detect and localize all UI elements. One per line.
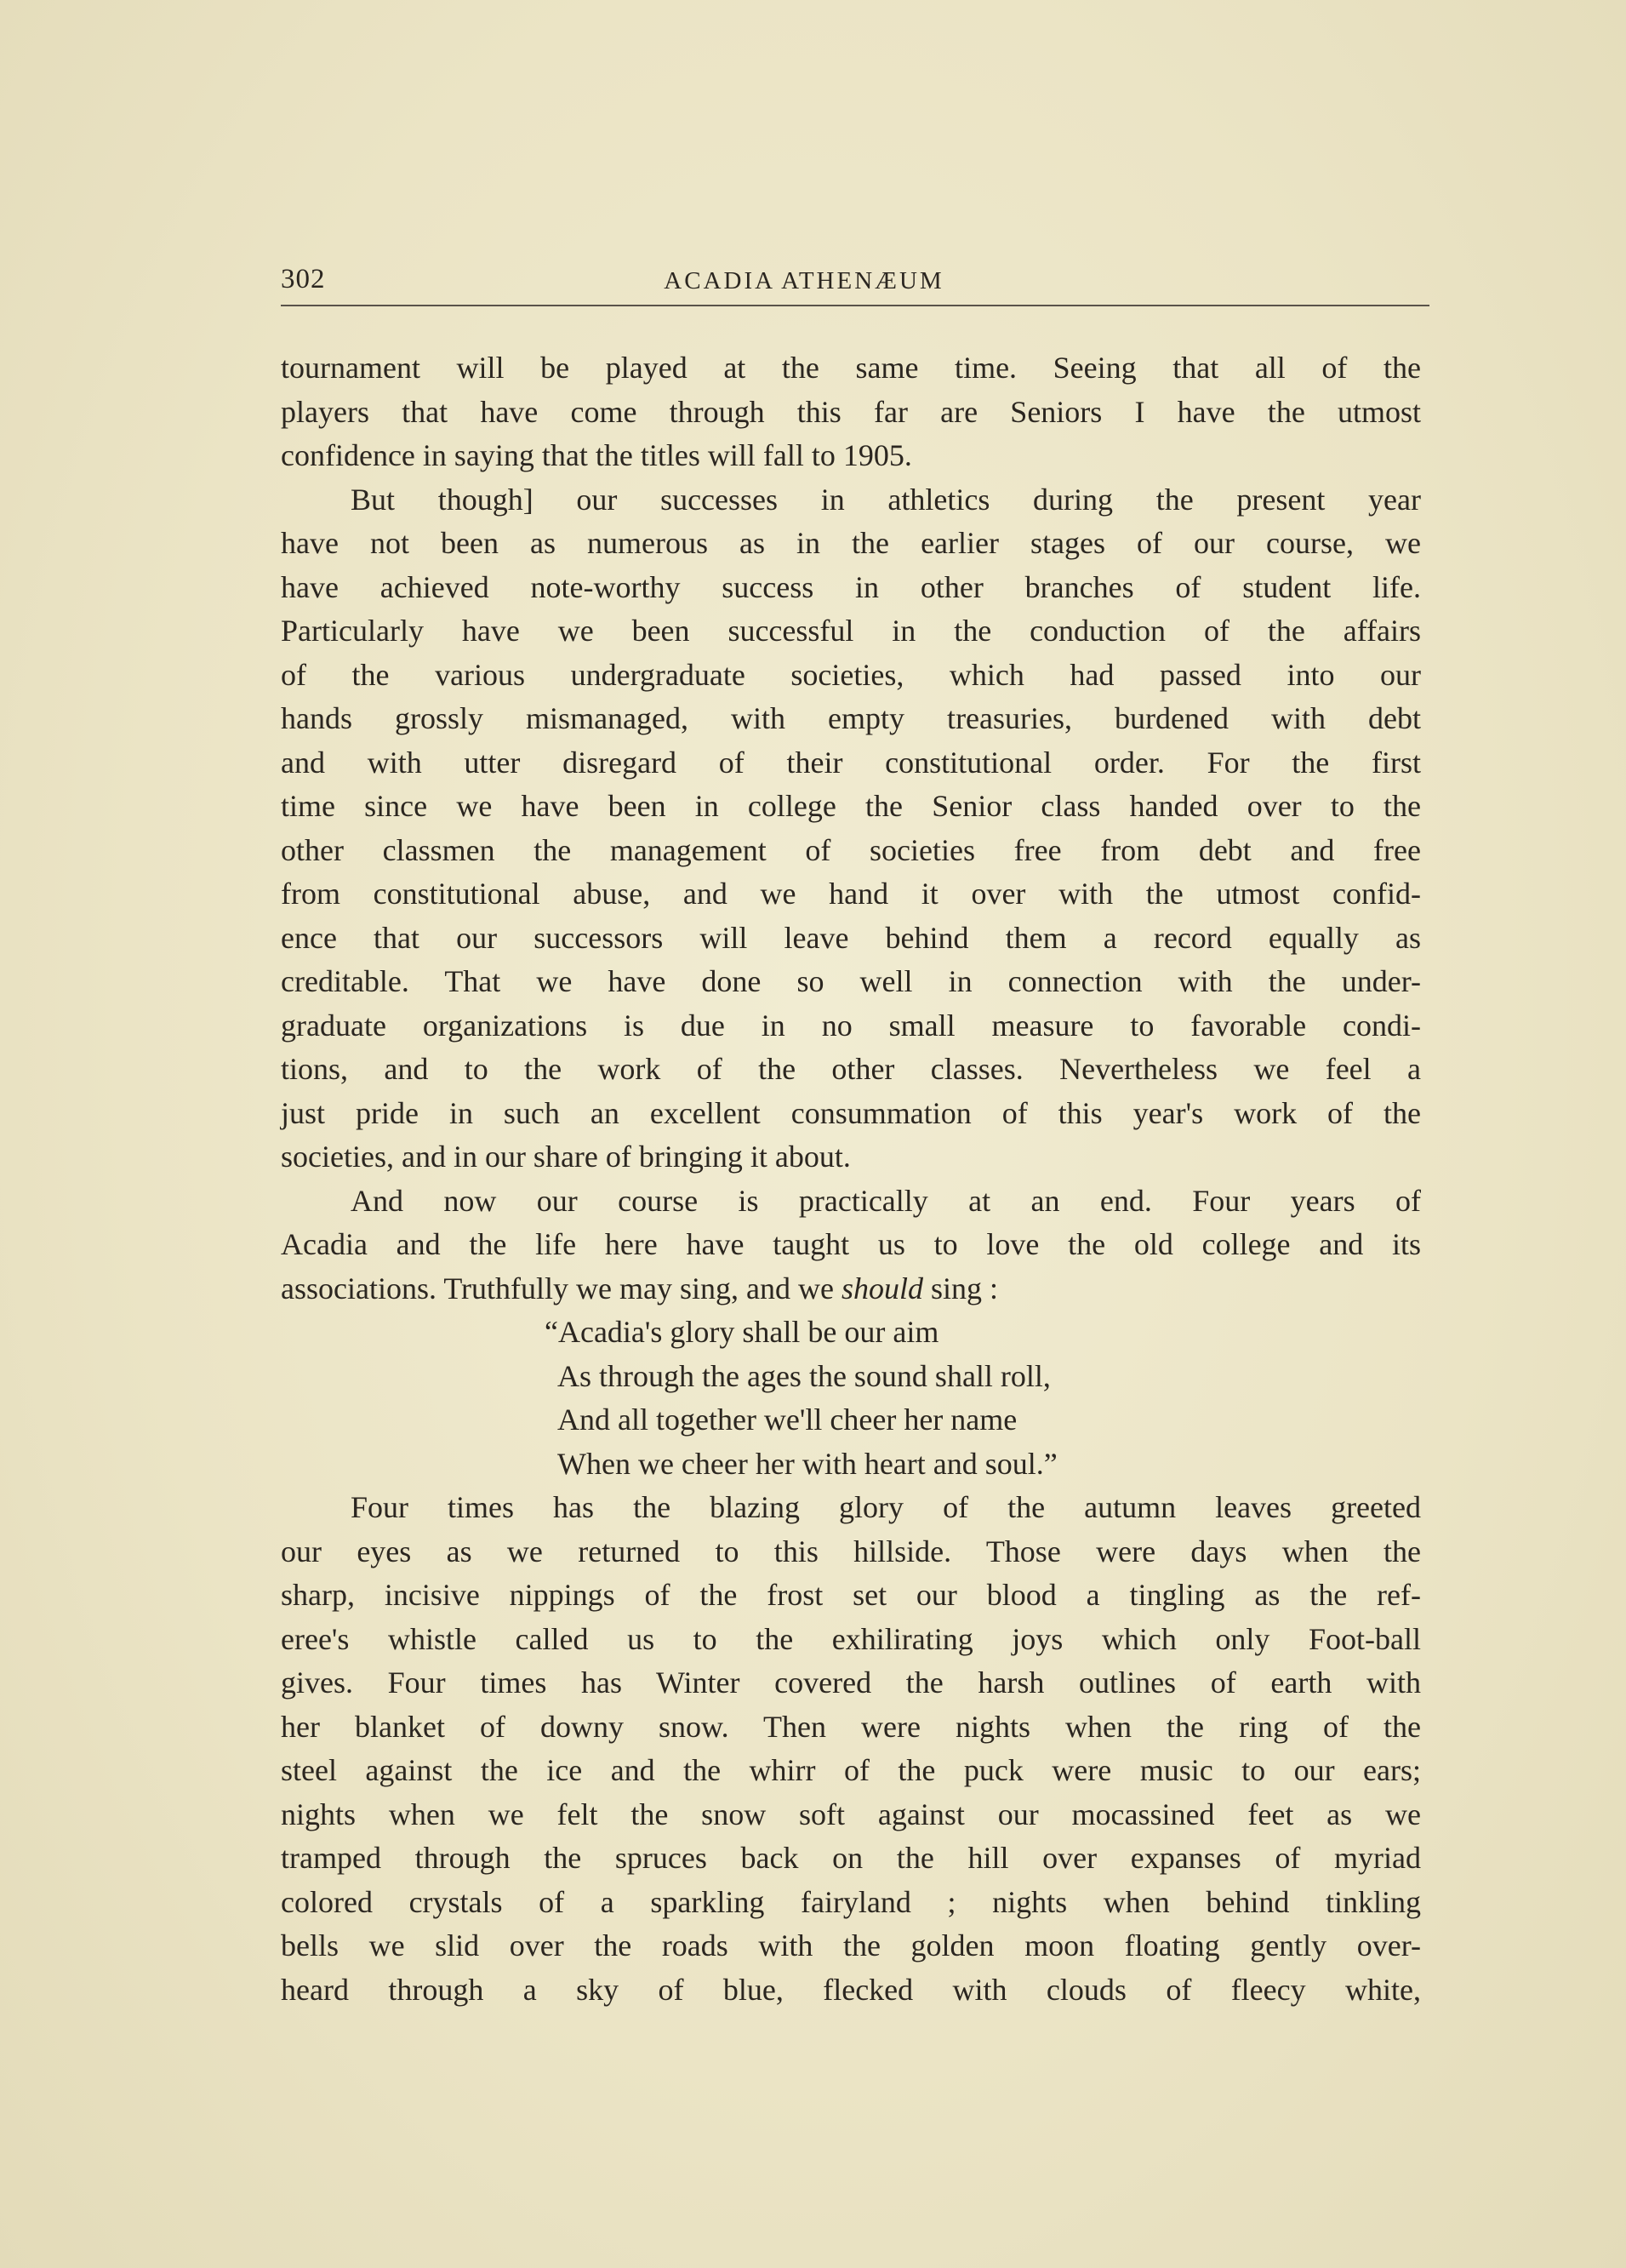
text-line: sharp, incisive nippings of the frost set our blood a tingling as the ref- <box>281 1578 1421 1612</box>
page-header <box>281 262 1429 305</box>
text-line: her blanket of downy snow. Then were nights when the ring of the <box>281 1709 1421 1744</box>
text-line: of the various undergraduate societies, which had passed into our <box>281 657 1421 692</box>
text-line: have achieved note-worthy success in other branches of student life. <box>281 569 1421 604</box>
text-fragment: sing : <box>922 1271 998 1305</box>
text-fragment: associations. Truthfully we may sing, and we <box>281 1271 842 1305</box>
text-line: have not been as numerous as in the earlier stages of our course, we <box>281 526 1421 560</box>
text-line-associations <box>281 1267 1421 1311</box>
verse-line: “Acadia's glory shall be our aim <box>545 1315 939 1349</box>
text-line: graduate organizations is due in no small measure to favorable condi- <box>281 1008 1421 1043</box>
body-text <box>281 346 1421 2012</box>
running-head: ACADIA ATHENÆUM <box>664 267 944 294</box>
verse-line: As through the ages the sound shall roll, <box>557 1358 1051 1393</box>
text-line: creditable. That we have done so well in connection with the under- <box>281 964 1421 998</box>
text-line: heard through a sky of blue, flecked with clouds of fleecy white, <box>281 1972 1421 2007</box>
text-line: tournament will be played at the same time. Seeing that all of the <box>281 351 1421 385</box>
text-line: our eyes as we returned to this hillside. Those were days when the <box>281 1534 1421 1568</box>
verse-line: When we cheer her with heart and soul.” <box>557 1446 1058 1481</box>
text-line: players that have come through this far are Seniors I have the utmost <box>281 394 1421 429</box>
text-line: steel against the ice and the whirr of the puck were music to our ears; <box>281 1753 1421 1787</box>
text-line: Particularly have we been successful in the conduction of the affairs <box>281 614 1421 648</box>
text-line: Acadia and the life here have taught us to love the old college and its <box>281 1227 1421 1261</box>
italic-word: should <box>841 1271 923 1305</box>
text-line: But though] our successes in athletics during the present year <box>351 482 1421 517</box>
text-line: tions, and to the work of the other classes. Nevertheless we feel a <box>281 1052 1421 1086</box>
text-line: tramped through the spruces back on the hill over expanses of myriad <box>281 1841 1421 1875</box>
text-line: hands grossly mismanaged, with empty treasuries, burdened with debt <box>281 701 1421 735</box>
text-line: nights when we felt the snow soft against our mocassined feet as we <box>281 1797 1421 1831</box>
text-line: And now our course is practically at an end. Four years of <box>351 1183 1421 1218</box>
text-line: from constitutional abuse, and we hand it over with the utmost confid- <box>281 877 1421 911</box>
text-line: just pride in such an excellent consummation of this year's work of the <box>281 1095 1421 1130</box>
text-line: societies, and in our share of bringing it about. <box>281 1140 851 1174</box>
text-line: other classmen the management of societies free from debt and free <box>281 832 1421 867</box>
text-line: colored crystals of a sparkling fairyland ; nights when behind tinkling <box>281 1884 1421 1919</box>
text-line: and with utter disregard of their constitutional order. For the first <box>281 745 1421 780</box>
page-number: 302 <box>281 264 326 294</box>
header-rule <box>281 305 1429 306</box>
text-line: eree's whistle called us to the exhilirating joys which only Foot-ball <box>281 1621 1421 1656</box>
text-line: gives. Four times has Winter covered the harsh outlines of earth with <box>281 1665 1421 1700</box>
text-line: confidence in saying that the titles will fall to 1905. <box>281 438 912 472</box>
text-line: ence that our successors will leave behind them a record equally as <box>281 920 1421 955</box>
text-line: bells we slid over the roads with the golden moon floating gently over- <box>281 1928 1421 1962</box>
verse-line: And all together we'll cheer her name <box>557 1403 1018 1437</box>
text-line: time since we have been in college the Senior class handed over to the <box>281 789 1421 823</box>
text-line: Four times has the blazing glory of the autumn leaves greeted <box>351 1490 1421 1524</box>
